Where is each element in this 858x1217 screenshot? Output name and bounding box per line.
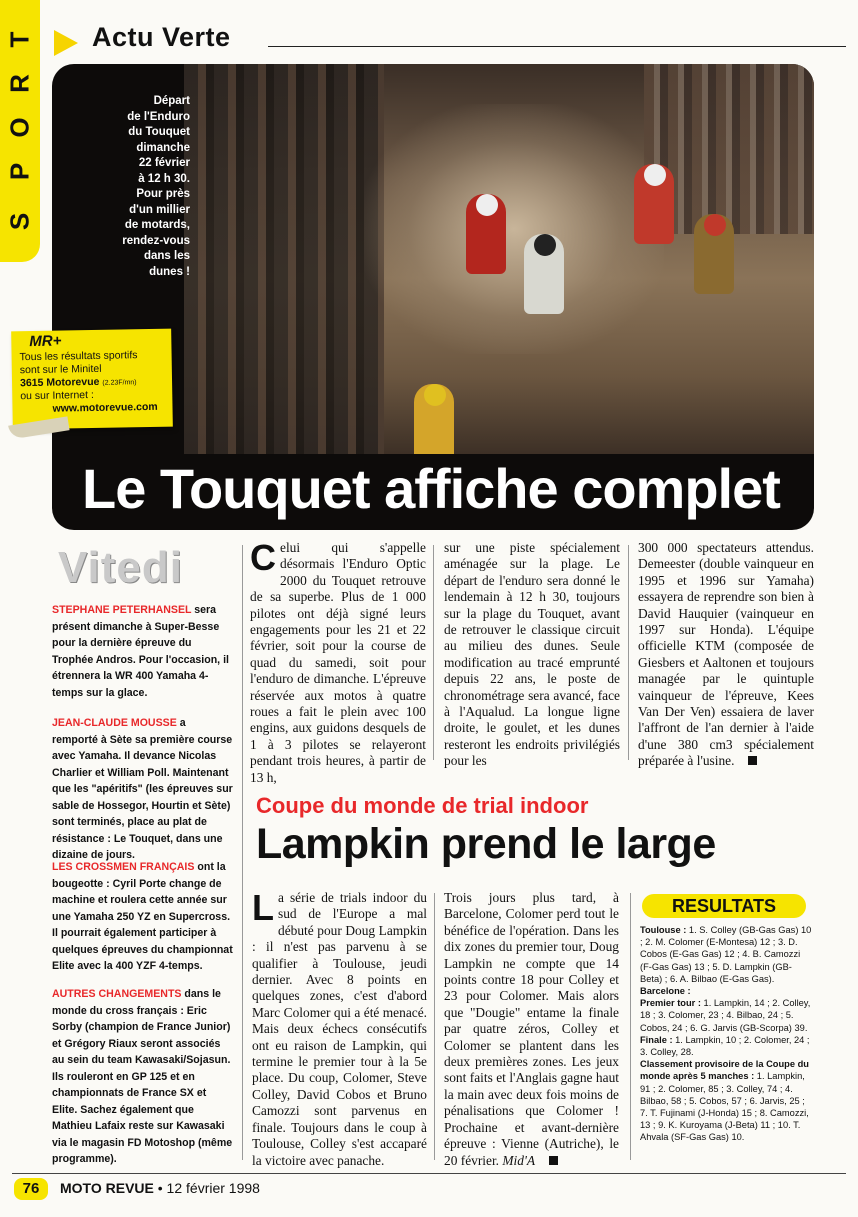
footer-folio: MOTO REVUE • 12 février 1998 <box>60 1180 260 1196</box>
results-list <box>640 924 812 1144</box>
header-rule <box>268 46 846 47</box>
section-tab-sport <box>0 0 40 262</box>
section-letter: P <box>4 162 35 181</box>
section-letter: R <box>4 74 35 93</box>
article2-headline: Lampkin prend le large <box>256 820 716 868</box>
end-mark-icon <box>549 1156 558 1165</box>
article1-col1: Celui qui s'appelle désormais l'Enduro Optic 2000 du Touquet retrouve de sa superbe. Plus de 1 000 pilotes ont déjà signé leurs engagements pour les 21 et 22 février, soit pour la course de quad du samedi, soit pour l'enduro de dimanche. L'épreuve réservée aux motos à quatre roues a fait le plein avec 100 engins, aux guidons desquels de 1 à 3 pilotes se relayeront pendant trois heures, à partir de 13 h, <box>250 537 426 785</box>
rider-figure <box>524 234 564 314</box>
section-letter: S <box>4 212 35 231</box>
article2-signature: Mid'A <box>502 1152 536 1168</box>
brief-item: AUTRES CHANGEMENTS dans le monde du cross français : Eric Sorby (champion de France Junior) et Grégory Riaux seront associés au sein du team Kawasaki/Sojasun. Ils rouleront en GP 125 et en championnats de France SX et Elite. Sachez également que Mathieu Lafaix reste sur Kawasaki via le magasin FD Motoshop (même programme). <box>52 988 233 1165</box>
page-number: 76 <box>14 1178 48 1200</box>
column-rule <box>434 893 435 1160</box>
results-block: Toulouse : 1. S. Colley (GB-Gas Gas) 10 ; 2. M. Colomer (E-Montesa) 12 ; 3. D. Cobos (E-Gas Gas) 12 ; 4. B. Camozzi (F-Gas Gas) 13 ; 5. D. Lampkin (GB-Beta) ; 6. A. Bilbao (E-Gas Gas). <box>640 925 812 984</box>
brief-item: LES CROSSMEN FRANÇAIS ont la bougeotte : Cyril Porte change de machine et roulera cette année sur une Yamaha 250 YZ en Supercross. Il pourrait également participer à quelques épreuves du championnat Elite avec la 400 YZF 4-temps. <box>52 861 233 972</box>
results-title: RESULTATS <box>642 894 806 918</box>
main-headline: Le Touquet affiche complet <box>82 457 780 520</box>
article2-kicker: Coupe du monde de trial indoor <box>256 793 589 818</box>
sticker-url[interactable]: www.motorevue.com <box>52 400 158 415</box>
article1-col3: 300 000 spectateurs attendus. Demeester (double vainqueur en 1995 et 1996 sur Yamaha) essayera de reprendre son bien à David Hauquier (vainqueur en 1997 sur Honda). L'équipe officielle KTM (composée de Giesbers et Aaltonen et toujours managée par le quintuple vainqueur de l'épreuve, Kees Van Der Ven) essaiera de laver l'affront de l'an dernier à l'aide d'une 380 cm3 spécialement préparée à l'usine. <box>638 540 814 769</box>
rider-figure <box>694 214 734 294</box>
end-mark-icon <box>748 756 757 765</box>
brief-item: JEAN-CLAUDE MOUSSE a remporté à Sète sa première course avec Yamaha. Il devance Nicolas Charlier et William Poll. Maintenant que les "apéritifs" (les épreuves sur sable de Hossegor, Hourtin et Sète) sont terminés, place au plat de résistance : Le Touquet, dans une dizaine de jours. <box>52 717 233 861</box>
sticker-line: ou sur Internet : <box>20 388 94 403</box>
mr-plus-logo: MR+ <box>29 332 62 351</box>
header-arrow-icon <box>54 30 78 56</box>
article2-col2: Trois jours plus tard, à Barcelone, Colomer perd tout le bénéfice de l'opération. Dans les dix zones du premier tour, Doug Lampkin ne compte que 14 points contre 18 pour Colley et 23 pour Colomer. Mais alors que "Dougie" entame la finale par quatre zéros, Colley et Colomer se plantent dans les deux premières zones. Les jeux sont faits et l'Anglais gagne haut la main avec deux fois moins de pénalisations que Colomer ! Prochaine et avant-dernière épreuve : Vienne (Autriche), le 20 février. Mid'A <box>444 890 619 1168</box>
section-letter: T <box>4 31 35 48</box>
photo-caption: Départ de l'Enduro du Touquet dimanche 22 février à 12 h 30. Pour près d'un millier de motards, rendez-vous dans les dunes ! <box>122 95 190 278</box>
results-block: Barcelone : <box>640 986 691 997</box>
results-block: Premier tour : 1. Lampkin, 14 ; 2. Colley, 18 ; 3. Colomer, 23 ; 4. Bilbao, 24 ; 5. Cobos, 24 ; 6. G. Jarvis (GB-Scorpa) 39. <box>640 998 811 1033</box>
vitedi-title: Vitedi <box>58 543 184 592</box>
results-block: Classement provisoire de la Coupe du monde après 5 manches : 1. Lampkin, 91 ; 2. Colomer, 85 ; 3. Colley, 74 ; 4. Bilbao, 58 ; 5. Cobos, 57 ; 6. Jarvis, 25 ; 7. T. Fujinami (J-Honda) 15 ; 8. Camozzi, 13 ; 9. K. Kuroyama (J-Beta) 11 ; 10. T. Ahvala (SF-Gas Gas) 10. <box>640 1059 809 1143</box>
column-rule <box>630 893 631 1160</box>
column-rule <box>628 545 629 760</box>
rider-figure <box>634 164 674 244</box>
footer-rule <box>12 1173 846 1174</box>
brief-item: STEPHANE PETERHANSEL sera présent dimanche à Super-Besse pour la dernière épreuve du Trophée Andros. Pour l'occasion, il étrennera la WR 400 Yamaha 4-temps sur la glace. <box>52 604 229 699</box>
results-block: Finale : 1. Lampkin, 10 ; 2. Colomer, 24 ; 3. Colley, 28. <box>640 1034 810 1058</box>
section-letter: O <box>4 117 35 138</box>
section-title: Actu Verte <box>92 22 231 52</box>
sticker-minitel: 3615 Motorevue (2.23F/mn) <box>19 375 137 390</box>
crowd-left <box>184 64 384 454</box>
sand-dust <box>364 104 664 354</box>
sticker-line: Tous les résultats sportifs <box>19 349 138 364</box>
article2-col1: La série de trials indoor du sud de l'Europe a mal débuté pour Doug Lampkin : il n'est pas parvenu à se qualifier à Toulouse, jeudi dernier. Avec 8 points en quelques zones, c'est d'abord Marc Colomer qui a été menacé. Mais deux échecs consécutifs ont eu raison de Lampkin, qui termine le premier tour à la 5e place. Du coup, Colomer, Steve Colley, David Cobos et Bruno Camozzi sont parvenus en finale. Toujours dans le coup à Toulouse, Colley s'est accaparé la victoire avec panache. <box>252 887 427 1168</box>
photo-panel <box>52 64 814 530</box>
motorevue-sticker <box>11 329 173 430</box>
column-rule <box>242 545 243 1160</box>
article1-col2: sur une piste spécialement aménagée sur la plage. Le départ de l'enduro sera donné le lendemain à 12 h 30, toujours sur la plage du Touquet, avant de retrouver le classique circuit au milieu des dunes. Seule modification au tracé emprunté depuis 22 ans, le poste de chronométrage sera avancé, face à l'Aqualud. La longue ligne droite, le goulet, et les dunes resteront les endroits privilégiés pour les <box>444 540 620 769</box>
column-rule <box>433 545 434 760</box>
rider-figure <box>414 384 454 454</box>
sticker-line: sont sur le Minitel <box>19 362 102 377</box>
rider-figure <box>466 194 506 274</box>
enduro-photo <box>184 64 814 454</box>
